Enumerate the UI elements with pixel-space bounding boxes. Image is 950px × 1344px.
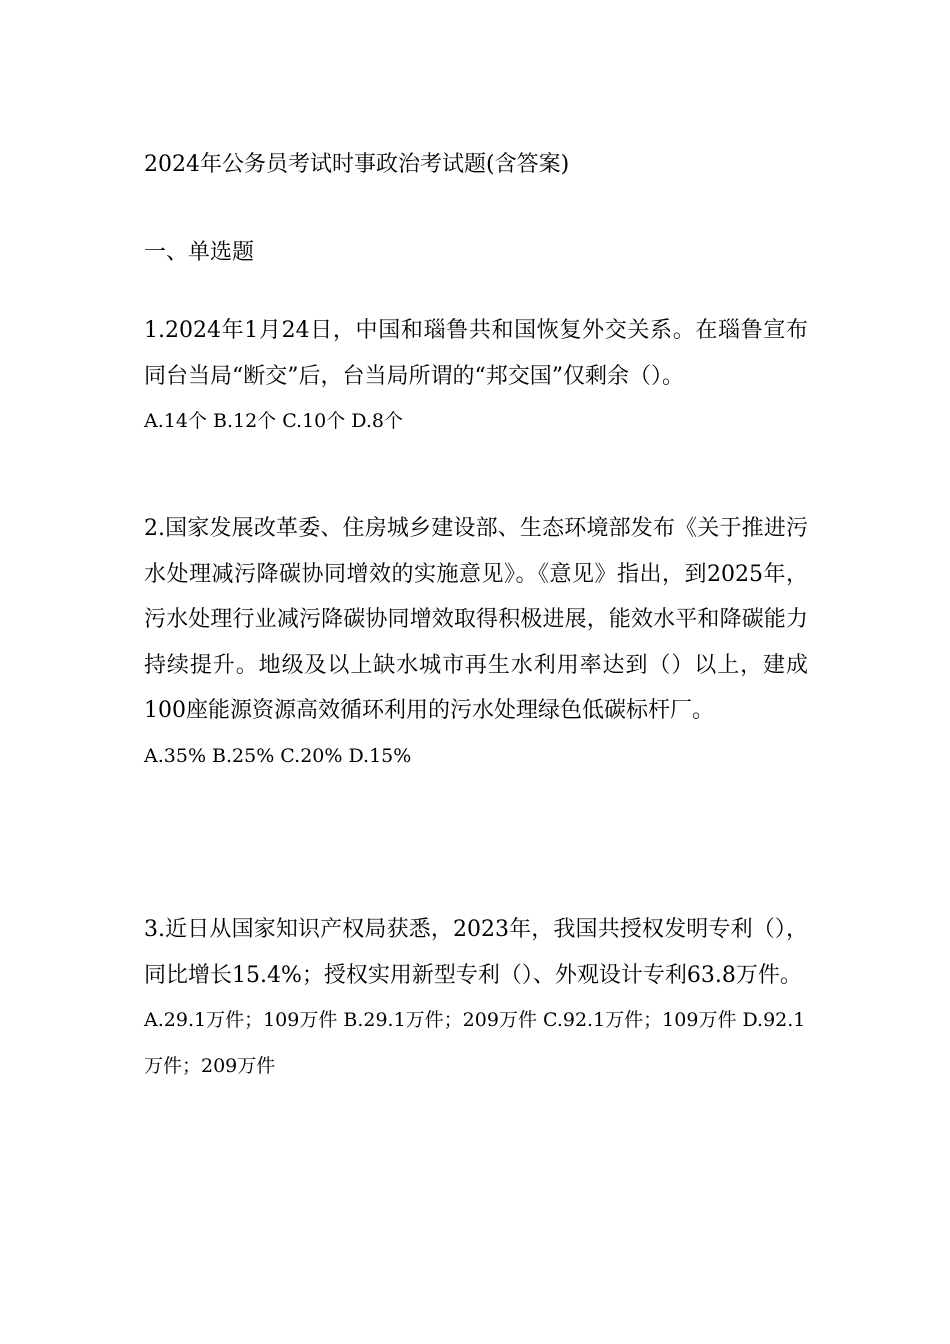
question-3 bbox=[144, 907, 808, 1089]
question-1-text: 1.2024年1月24日，中国和瑙鲁共和国恢复外交关系。在瑙鲁宣布同台当局“断交”后，台当局所谓的“邦交国”仅剩余（）。 bbox=[144, 318, 808, 389]
question-1 bbox=[144, 308, 808, 445]
question-3-text: 3.近日从国家知识产权局获悉，2023年，我国共授权发明专利（），同比增长15.4%；授权实用新型专利（）、外观设计专利63.8万件。 bbox=[144, 917, 808, 988]
section-heading: 一、单选题 bbox=[144, 240, 255, 265]
question-3-options: A.29.1万件；109万件 B.29.1万件；209万件 C.92.1万件；109万件 D.92.1万件；209万件 bbox=[144, 1009, 806, 1077]
document-title: 2024年公务员考试时事政治考试题(含答案) bbox=[144, 152, 570, 177]
question-1-options: A.14个 B.12个 C.10个 D.8个 bbox=[144, 410, 403, 432]
question-2 bbox=[144, 506, 808, 779]
question-2-options: A.35% B.25% C.20% D.15% bbox=[144, 744, 412, 767]
question-2-text: 2.国家发展改革委、住房城乡建设部、生态环境部发布《关于推进污水处理减污降碳协同增效的实施意见》。《意见》指出，到2025年，污水处理行业减污降碳协同增效取得积极进展，能效水平和降碳能力持续提升。地级及以上缺水城市再生水利用率达到（）以上，建成100座能源资源高效循环利用的污水处理绿色低碳标杆厂。 bbox=[144, 516, 808, 723]
